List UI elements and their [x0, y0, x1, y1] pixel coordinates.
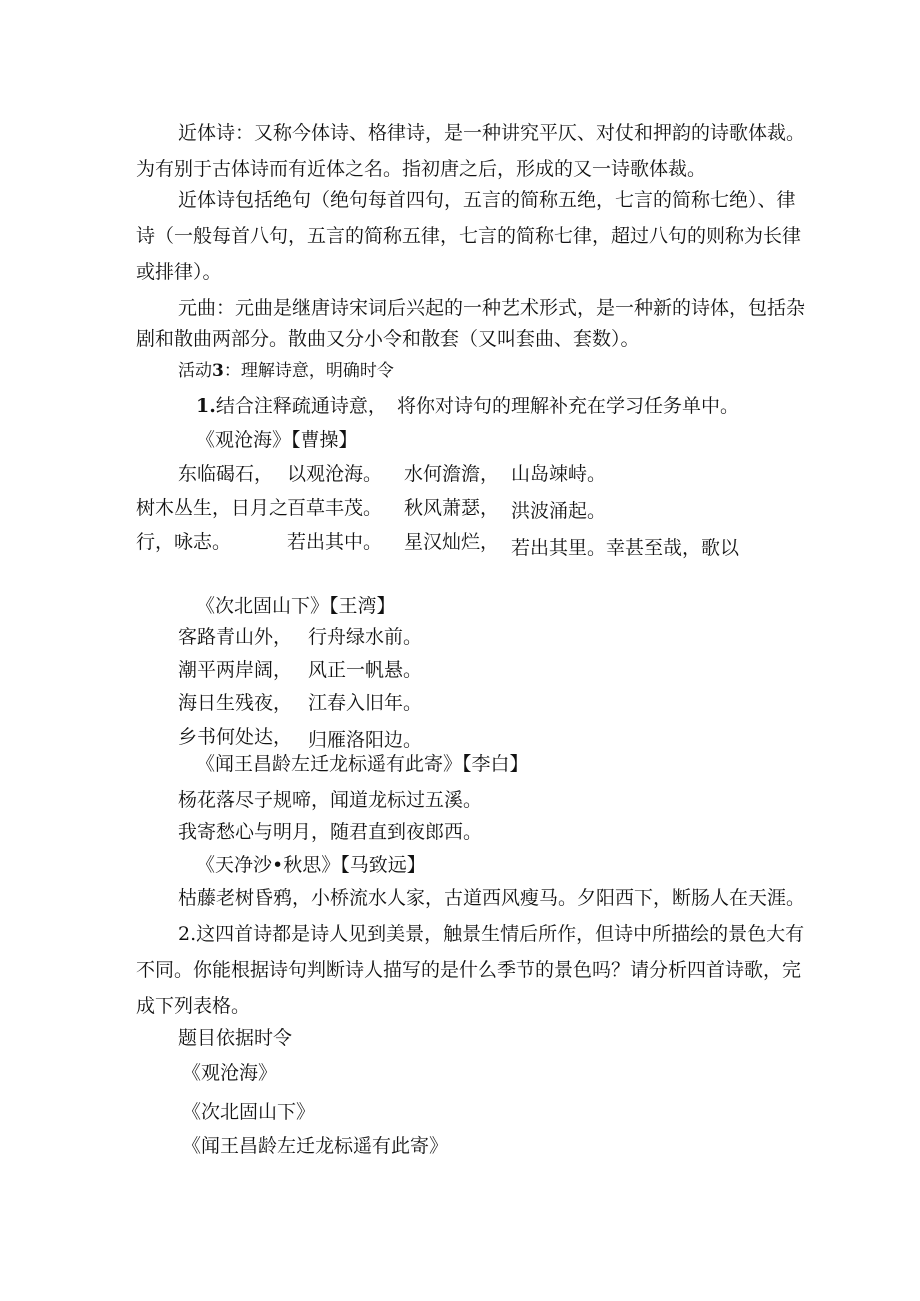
table-row: 《观沧海》 — [182, 1062, 278, 1084]
poem-line: 秋风萧瑟， — [404, 497, 500, 519]
poem-line: 以观沧海。 — [287, 463, 383, 485]
poem-line: 我寄愁心与明月，随君直到夜郎西。 — [178, 821, 483, 843]
text-line: 元曲：元曲是继唐诗宋词后兴起的一种艺术形式，是一种新的诗体，包括杂 — [178, 297, 806, 319]
poem-line: 归雁洛阳边。 — [308, 729, 423, 751]
poem-title: 《天净沙•秋思》【马致远】 — [196, 854, 426, 876]
poem-line: 行，咏志。 — [136, 531, 232, 553]
poem-line: 若出其里。幸甚至哉，歌以 — [511, 537, 740, 559]
text-line: 为有别于古体诗而有近体之名。指初唐之后，形成的又一诗歌体裁。 — [136, 158, 707, 180]
poem-line: 枯藤老树昏鸦，小桥流水人家，古道西风瘦马。夕阳西下，断肠人在天涯。 — [178, 887, 806, 909]
table-header: 题目依据时令 — [178, 1027, 293, 1049]
poem-line: 乡书何处达， — [178, 726, 293, 748]
poem-line: 杨花落尽子规啼，闻道龙标过五溪。 — [178, 789, 483, 811]
heading-number: 3 — [212, 361, 224, 381]
poem-line: 行舟绿水前。 — [308, 626, 423, 648]
poem-line: 若出其中。 — [287, 531, 383, 553]
poem-title: 《观沧海》【曹操】 — [196, 429, 358, 451]
heading-text: 活动 — [178, 361, 212, 381]
task-1-cont: 将你对诗句的理解补充在学习任务单中。 — [397, 395, 740, 417]
text-line: 成下列表格。 — [136, 995, 251, 1017]
task-1 — [196, 394, 387, 418]
table-row: 《闻王昌龄左迁龙标遥有此寄》 — [182, 1135, 449, 1157]
poem-line: 树木丛生，日月之 — [136, 497, 289, 519]
poem-line: 江春入旧年。 — [308, 692, 423, 714]
poem-line: 百草丰茂。 — [287, 497, 383, 519]
poem-line: 东临碣石， — [178, 463, 274, 485]
poem-line: 潮平两岸阔， — [178, 659, 293, 681]
task-text: 结合注释疏通诗意， — [215, 395, 387, 417]
poem-line: 海日生残夜， — [178, 692, 293, 714]
text-line: 或排律）。 — [136, 261, 222, 283]
poem-line: 星汉灿烂， — [404, 531, 500, 553]
text-line: 2.这四首诗都是诗人见到美景，触景生情后所作，但诗中所描绘的景色大有 — [178, 923, 805, 945]
poem-line: 山岛竦峙。 — [511, 463, 607, 485]
poem-line: 风正一帆悬。 — [308, 659, 423, 681]
poem-title: 《闻王昌龄左迁龙标遥有此寄》【李白】 — [196, 753, 529, 775]
poem-line: 洪波涌起。 — [511, 500, 607, 522]
activity-heading — [178, 359, 394, 383]
heading-text: ：理解诗意，明确时令 — [223, 361, 394, 381]
text-line: 近体诗包括绝句（绝句每首四句，五言的简称五绝，七言的简称七绝）、律 — [178, 189, 796, 211]
task-number: 1. — [196, 395, 216, 417]
text-line: 剧和散曲两部分。散曲又分小令和散套（又叫套曲、套数）。 — [136, 328, 640, 350]
text-line: 诗（一般每首八句，五言的简称五律，七言的简称七律，超过八句的则称为长律 — [136, 225, 802, 247]
table-row: 《次北固山下》 — [182, 1101, 316, 1123]
poem-line: 水何澹澹， — [404, 463, 500, 485]
poem-title: 《次北固山下》【王湾】 — [196, 595, 396, 617]
text-line: 不同。你能根据诗句判断诗人描写的是什么季节的景色吗？请分析四首诗歌，完 — [136, 959, 802, 981]
text-line: 近体诗：又称今体诗、格律诗，是一种讲究平仄、对仗和押韵的诗歌体裁。 — [178, 122, 806, 144]
poem-line: 客路青山外， — [178, 626, 293, 648]
